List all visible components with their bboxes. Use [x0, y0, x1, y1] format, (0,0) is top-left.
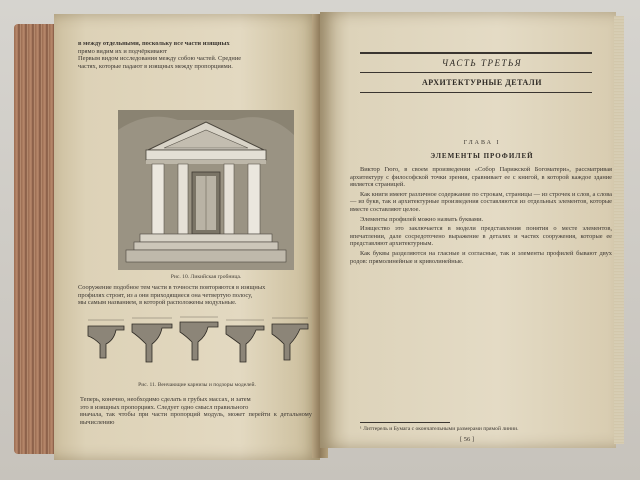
part-title: ЧАСТЬ ТРЕТЬЯ	[441, 58, 523, 68]
chapter-title: ЭЛЕМЕНТЫ ПРОФИЛЕЙ	[430, 152, 534, 160]
open-book	[14, 8, 630, 468]
paragraph: Виктор Гюго, в своем произведении «Собор Парижской Богоматери», рассматривая архитектуру с философской точки зрения, сравнивает ее с книгой, в которой каждое здание является страницей.	[350, 166, 612, 189]
text-line: это в изящных пропорциях. Следует одно смысл правильного	[80, 403, 249, 411]
left-page	[54, 14, 320, 460]
paragraph: Как буквы разделяются на гласные и согласные, так и элементы профилей бывают двух родов: прямолинейные и криволинейные.	[350, 249, 612, 265]
left-page-bottom-text	[80, 396, 312, 426]
text-line: Сооружение подобное тем части в точности повторяются в изящных	[78, 284, 266, 291]
paragraph: Элементы профилей можно назвать буквами.	[360, 215, 484, 223]
text-line: Первым видом исследования между собою частей. Средние	[78, 55, 242, 63]
text-line: прямо видим их и подчёркивают	[78, 47, 168, 55]
right-page-edges	[614, 16, 624, 444]
text-line: Теперь, конечно, необходимо сделать в грубых массах, и затем	[80, 396, 251, 403]
page-number: [ 56 ]	[460, 436, 475, 443]
text-line: в между отдельными, поскольку все части изящных	[78, 40, 230, 47]
cornice-profiles-figure	[80, 314, 314, 378]
paragraph: Изящество это заключается в модели представления понятия о месте элементов, впечатлении, дале сосредоточено выражение в деталях и частях сооружения, которые ее представляют архитектурным.	[350, 225, 612, 248]
figure-caption: Рис. 10. Ликийская гробница.	[170, 274, 242, 280]
footnote: ¹ Литтерель и Бумага с окончательными размерами прямой линии.	[360, 426, 519, 432]
chapter-label: ГЛАВА I	[463, 140, 501, 146]
temple-drawing	[118, 110, 294, 270]
header-rule-mid	[360, 72, 592, 73]
profiles-caption: Рис. 11. Венчающие карнизы и подзоры моделей.	[138, 382, 256, 388]
left-page-top-text	[78, 40, 308, 70]
text-line: мы самым названием, в которой расположены модульные.	[78, 299, 237, 307]
tomb-illustration	[118, 110, 294, 270]
text-line: профилях строят, из а они приходящиеся она четвертую полосу,	[78, 291, 253, 299]
header-rule-top	[360, 52, 592, 54]
footnote-rule	[360, 422, 450, 423]
section-title: АРХИТЕКТУРНЫЕ ДЕТАЛИ	[422, 78, 542, 87]
profiles-drawing	[80, 314, 314, 378]
header-rule-bottom	[360, 92, 592, 93]
text-line: вначала, так чтобы при части пропорций модуль, может перейти к детальному вычислению	[80, 411, 312, 426]
text-line: частях, которые падают в изящных между пропорциями.	[78, 62, 233, 70]
paragraph: Как книги имеют различное содержание по строкам, страницы — из строчек и слов, а слова — из букв, так и архитектурные произведения составляются из отдельных элементов, которые вместе составляют целое.	[350, 190, 612, 213]
left-page-mid-text	[78, 284, 310, 307]
right-page	[320, 12, 616, 448]
right-page-body	[350, 166, 612, 267]
